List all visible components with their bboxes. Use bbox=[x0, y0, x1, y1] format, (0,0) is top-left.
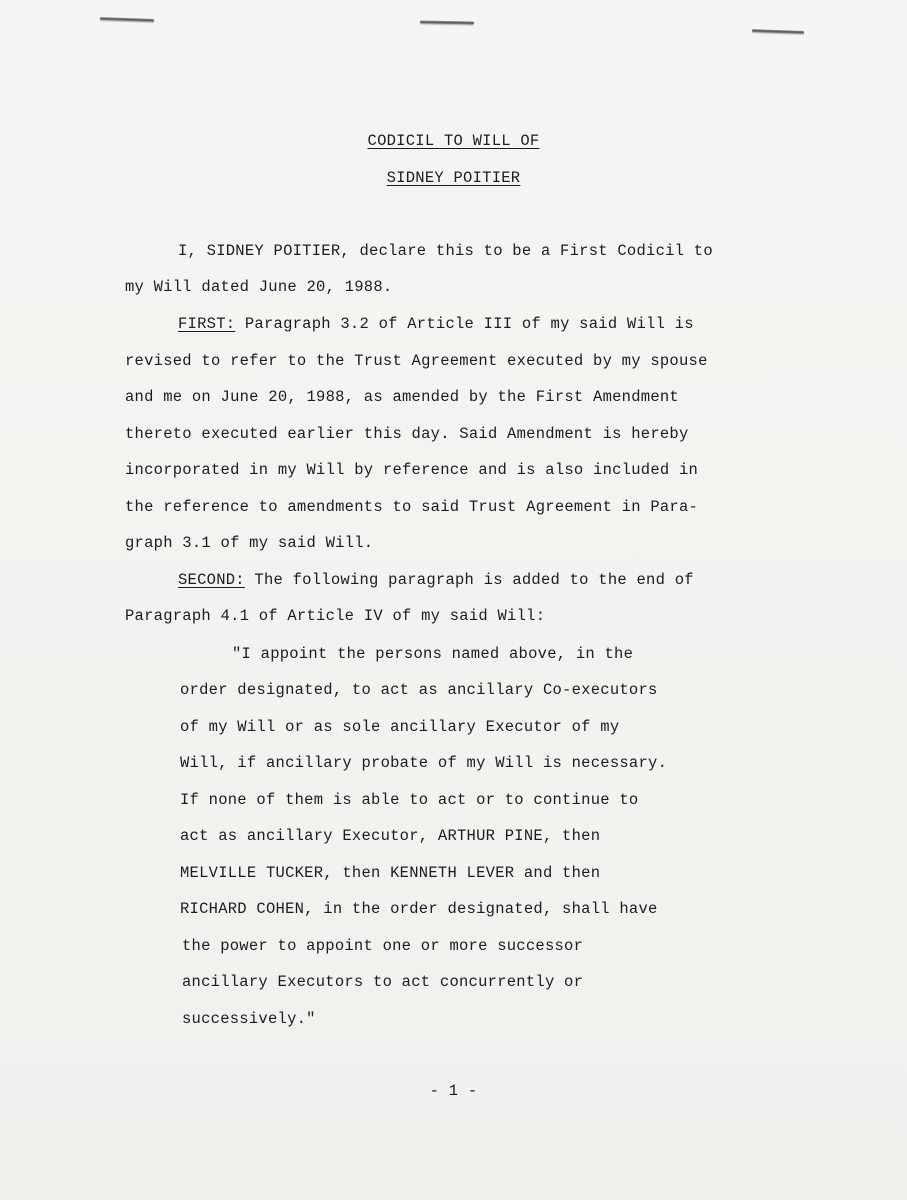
second-label: SECOND: bbox=[178, 571, 245, 589]
quote-line-9: the power to appoint one or more successor bbox=[182, 937, 584, 955]
quote-line-10: ancillary Executors to act concurrently or bbox=[182, 973, 584, 991]
intro-line-2: my Will dated June 20, 1988. bbox=[125, 278, 393, 296]
quote-line-11: successively." bbox=[182, 1010, 316, 1028]
intro-line-1: I, SIDNEY POITIER, declare this to be a First Codicil to bbox=[178, 242, 713, 260]
document-title-line-2: SIDNEY POITIER bbox=[386, 169, 521, 187]
first-line-1-text: Paragraph 3.2 of Article III of my said Will is bbox=[235, 315, 694, 333]
first-paragraph-line-2: revised to refer to the Trust Agreement executed by my spouse bbox=[125, 352, 708, 370]
quote-line-6: act as ancillary Executor, ARTHUR PINE, then bbox=[180, 827, 601, 845]
quote-line-7: MELVILLE TUCKER, then KENNETH LEVER and then bbox=[180, 864, 601, 882]
first-label: FIRST: bbox=[178, 315, 236, 333]
quote-line-4: Will, if ancillary probate of my Will is necessary. bbox=[180, 754, 668, 772]
first-paragraph-line-6: the reference to amendments to said Trust Agreement in Para- bbox=[125, 498, 699, 516]
first-paragraph-line-1 bbox=[178, 314, 694, 334]
staple-left bbox=[100, 17, 154, 22]
page-number: - 1 - bbox=[429, 1082, 478, 1100]
document-title-line-1: CODICIL TO WILL OF bbox=[367, 132, 540, 150]
second-paragraph-line-1 bbox=[178, 570, 694, 590]
quote-line-8: RICHARD COHEN, in the order designated, shall have bbox=[180, 900, 658, 918]
staple-center bbox=[420, 21, 474, 25]
quote-line-2: order designated, to act as ancillary Co-executors bbox=[180, 681, 658, 699]
first-paragraph-line-4: thereto executed earlier this day. Said Amendment is hereby bbox=[125, 425, 689, 443]
first-paragraph-line-7: graph 3.1 of my said Will. bbox=[125, 534, 374, 552]
staple-right bbox=[752, 29, 804, 34]
first-paragraph-line-3: and me on June 20, 1988, as amended by the First Amendment bbox=[125, 388, 679, 406]
quote-line-1: "I appoint the persons named above, in the bbox=[232, 645, 634, 663]
second-line-1-text: The following paragraph is added to the end of bbox=[244, 571, 694, 589]
second-paragraph-line-2: Paragraph 4.1 of Article IV of my said Will: bbox=[125, 607, 546, 625]
quote-line-5: If none of them is able to act or to continue to bbox=[180, 791, 639, 809]
quote-line-3: of my Will or as sole ancillary Executor of my bbox=[180, 718, 620, 736]
first-paragraph-line-5: incorporated in my Will by reference and is also included in bbox=[125, 461, 699, 479]
